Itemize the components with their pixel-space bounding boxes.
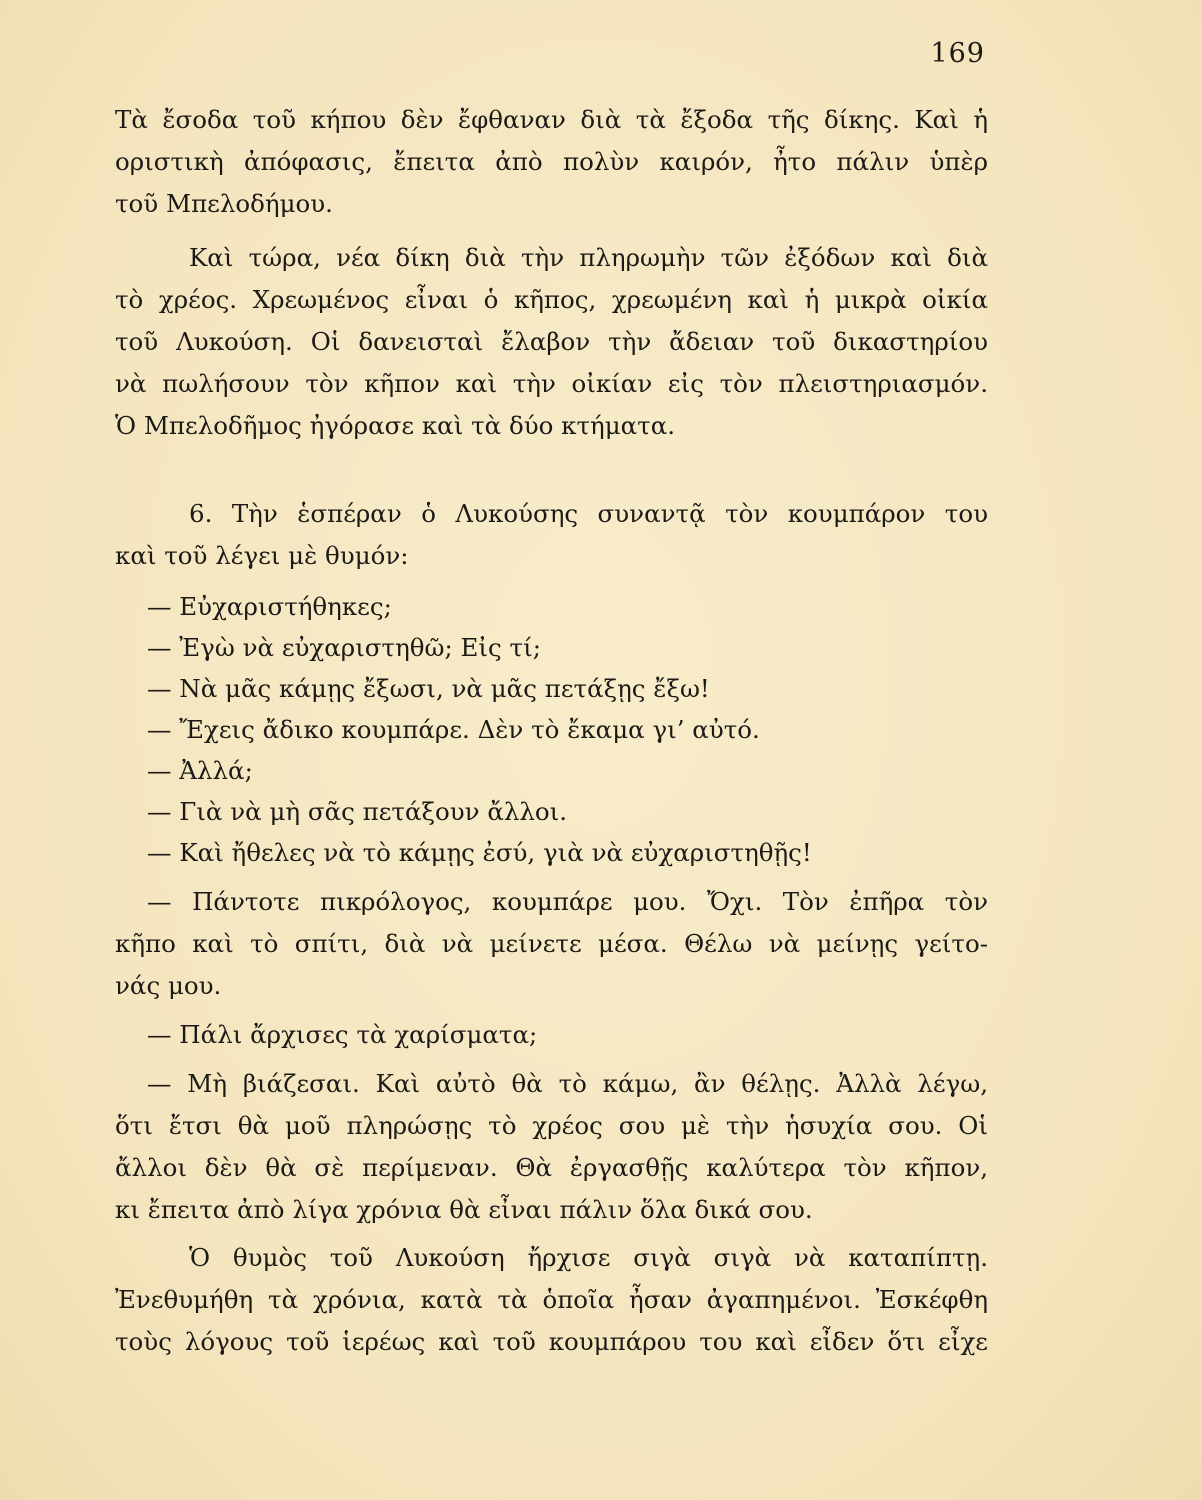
text-line: Καὶ τώρα, νέα δίκη διὰ τὴν πληρωμὴν τῶν ἐξόδων καὶ διὰ — [189, 243, 988, 272]
text-line: τοὺς λόγους τοῦ ἱερέως καὶ τοῦ κουμπάρου του καὶ εἶδεν ὅτι εἶχε — [115, 1327, 988, 1356]
text-line: τὸ χρέος. Χρεωμένος εἶναι ὁ κῆπος, χρεωμένη καὶ ἡ μικρὰ οἰκία — [115, 285, 988, 314]
text-line: ὅτι ἔτσι θὰ μοῦ πληρώσῃς τὸ χρέος σου μὲ τὴν ἡσυχία σου. Οἱ — [115, 1111, 988, 1140]
dialogue-line: — Πάλι ἄρχισες τὰ χαρίσματα; — [147, 1020, 538, 1049]
dialogue-line: — Ἔχεις ἄδικο κουμπάρε. Δὲν τὸ ἔκαμα γι’ αὐτό. — [147, 715, 760, 744]
text-line: καὶ τοῦ λέγει μὲ θυμόν: — [115, 541, 409, 570]
dialogue-line: — Νὰ μᾶς κάμῃς ἔξωσι, νὰ μᾶς πετάξῃς ἔξω! — [147, 674, 710, 703]
dialogue-line: — Ἐγὼ νὰ εὐχαριστηθῶ; Εἰς τί; — [147, 633, 541, 662]
dialogue-line: — Γιὰ νὰ μὴ σᾶς πετάξουν ἄλλοι. — [147, 797, 568, 826]
text-line: τοῦ Λυκούση. Οἱ δανεισταὶ ἔλαβον τὴν ἄδειαν τοῦ δικαστηρίου — [115, 327, 988, 356]
text-line: Ὁ θυμὸς τοῦ Λυκούση ἤρχισε σιγὰ σιγὰ νὰ καταπίπτῃ. — [189, 1243, 988, 1272]
text-line: οριστικὴ ἀπόφασις, ἔπειτα ἀπὸ πολὺν καιρόν, ἦτο πάλιν ὑπὲρ — [115, 147, 988, 176]
dialogue-line: — Καὶ ἤθελες νὰ τὸ κάμῃς ἐσύ, γιὰ νὰ εὐχαριστηθῇς! — [147, 838, 812, 867]
text-line: 6. Τὴν ἑσπέραν ὁ Λυκούσης συναντᾷ τὸν κουμπάρον του — [189, 499, 988, 528]
dialogue-line: — Εὐχαριστήθηκες; — [147, 592, 392, 621]
text-line: Ὁ Μπελοδῆμος ἠγόρασε καὶ τὰ δύο κτήματα. — [115, 411, 676, 440]
text-line: νὰ πωλήσουν τὸν κῆπον καὶ τὴν οἰκίαν εἰς τὸν πλειστηριασμόν. — [115, 369, 988, 398]
dialogue-line: — Πάντοτε πικρόλογος, κουμπάρε μου. Ὄχι. Τὸν ἐπῆρα τὸν — [147, 887, 988, 916]
dialogue-line: — Μὴ βιάζεσαι. Καὶ αὐτὸ θὰ τὸ κάμω, ἂν θέλῃς. Ἀλλὰ λέγω, — [147, 1069, 988, 1098]
page-number: 169 — [930, 38, 985, 69]
dialogue-line: — Ἀλλά; — [147, 756, 253, 785]
text-line: ἄλλοι δὲν θὰ σὲ περίμεναν. Θὰ ἐργασθῇς καλύτερα τὸν κῆπον, — [115, 1153, 988, 1182]
text-line: Ἐνεθυμήθη τὰ χρόνια, κατὰ τὰ ὁποῖα ἦσαν ἀγαπημένοι. Ἐσκέφθη — [115, 1285, 988, 1314]
text-line: Τὰ ἔσοδα τοῦ κήπου δὲν ἔφθαναν διὰ τὰ ἔξοδα τῆς δίκης. Καὶ ἡ — [115, 105, 988, 134]
text-line: νάς μου. — [115, 971, 222, 1000]
text-line: κι ἔπειτα ἀπὸ λίγα χρόνια θὰ εἶναι πάλιν ὅλα δικά σου. — [115, 1195, 813, 1224]
text-line: τοῦ Μπελοδήμου. — [115, 189, 333, 218]
text-line: κῆπο καὶ τὸ σπίτι, διὰ νὰ μείνετε μέσα. Θέλω νὰ μείνῃς γείτο- — [115, 929, 988, 958]
